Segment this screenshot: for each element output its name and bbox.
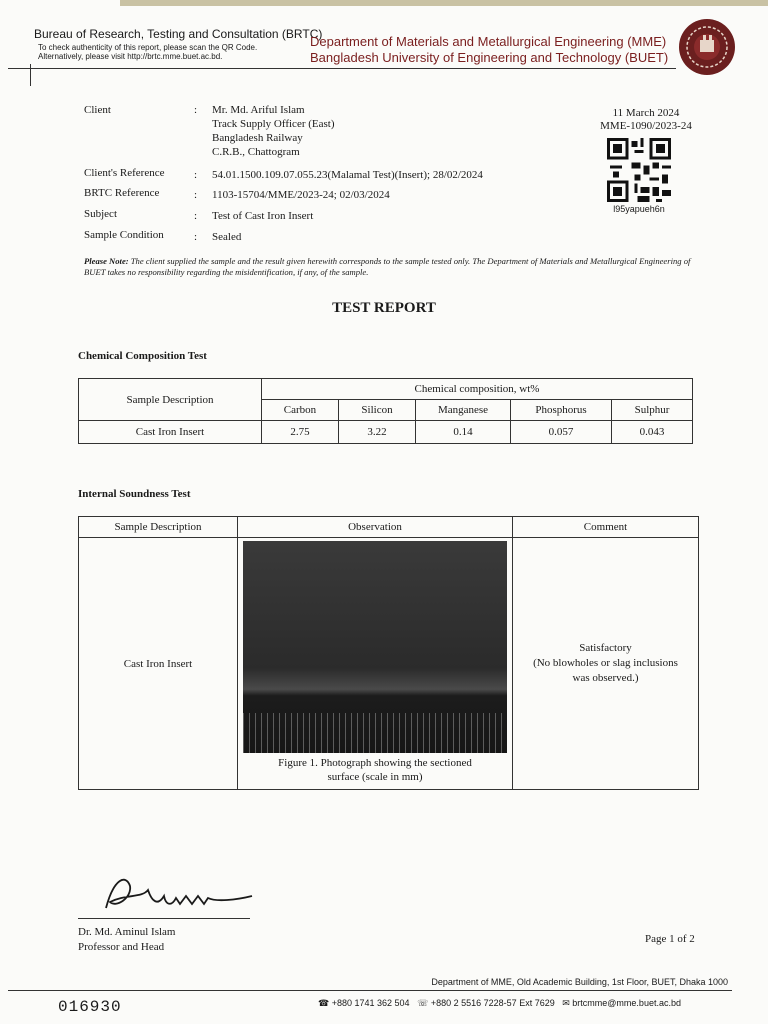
- value-cell: 0.14: [416, 421, 511, 444]
- qr-verification-code: l95yapueh6n: [613, 204, 665, 214]
- clients-reference-label: Client's Reference: [84, 167, 165, 179]
- figure-caption-line: surface (scale in mm): [327, 771, 423, 783]
- colon: :: [194, 210, 198, 222]
- client-line: Mr. Md. Ariful Islam: [212, 104, 305, 116]
- client-value: [212, 103, 335, 159]
- brtc-title: Bureau of Research, Testing and Consultation (BRTC): [34, 27, 323, 41]
- note-label: Please Note:: [84, 256, 129, 266]
- mm-scale-ruler: [243, 713, 507, 753]
- figure-caption-line: Figure 1. Photograph showing the sectioned: [278, 757, 472, 769]
- subject-value: Test of Cast Iron Insert: [212, 210, 314, 222]
- clients-reference-value: 54.01.1500.109.07.055.23(Malamal Test)(Insert); 28/02/2024: [212, 169, 483, 181]
- report-title: TEST REPORT: [332, 300, 436, 316]
- mobile-number: +880 1741 362 504: [331, 998, 410, 1008]
- footer-contacts: [318, 998, 681, 1009]
- value-cell: 0.043: [612, 421, 693, 444]
- report-date: 11 March 2024: [612, 107, 680, 119]
- element-header: Silicon: [339, 400, 416, 421]
- header-tick: [30, 64, 31, 86]
- signatory-name: Dr. Md. Aminul Islam: [78, 926, 176, 938]
- signature-rule: [78, 918, 250, 919]
- brtc-reference-label: BRTC Reference: [84, 187, 160, 199]
- header-rule: [8, 68, 676, 69]
- chemical-section-heading: Chemical Composition Test: [78, 350, 207, 362]
- client-line: C.R.B., Chattogram: [212, 146, 300, 158]
- buet-logo-icon: [678, 18, 736, 76]
- signatory-title: Professor and Head: [78, 941, 165, 953]
- email-address: brtcmme@mme.buet.ac.bd: [572, 998, 681, 1008]
- value-cell: 3.22: [339, 421, 416, 444]
- colon: :: [194, 231, 198, 243]
- disclaimer-note: [84, 256, 704, 278]
- sample-condition-label: Sample Condition: [84, 229, 164, 241]
- soundness-section-heading: Internal Soundness Test: [78, 488, 191, 500]
- sample-name-cell: Cast Iron Insert: [79, 421, 262, 444]
- department-line-1: Department of Materials and Metallurgical Engineering (MME): [310, 34, 667, 49]
- element-header: Carbon: [262, 400, 339, 421]
- colon: :: [194, 189, 198, 201]
- report-reference-number: MME-1090/2023-24: [600, 120, 692, 132]
- telephone-icon: ☏: [417, 998, 429, 1008]
- top-edge-strip: [120, 0, 768, 6]
- chemical-composition-table: [78, 378, 693, 444]
- brtc-line-2: Alternatively, please visit http://brtc.mme.buet.ac.bd.: [38, 52, 223, 61]
- colon: :: [194, 169, 198, 181]
- comment-verdict: Satisfactory: [579, 642, 632, 654]
- value-cell: 2.75: [262, 421, 339, 444]
- brtc-reference-value: 1103-15704/MME/2023-24; 02/03/2024: [212, 189, 390, 201]
- qr-code-icon[interactable]: [606, 138, 672, 202]
- department-line-2: Bangladesh University of Engineering and Technology (BUET): [310, 50, 669, 65]
- observation-header: Observation: [238, 517, 513, 538]
- brtc-line-1: To check authenticity of this report, please scan the QR Code.: [38, 43, 258, 52]
- sample-description-header: Sample Description: [79, 517, 238, 538]
- page-number: Page 1 of 2: [645, 933, 695, 945]
- comment-detail: was observed.): [572, 672, 639, 684]
- brtc-instructions: [38, 43, 257, 61]
- value-cell: 0.057: [511, 421, 612, 444]
- serial-number: 016930: [58, 998, 122, 1016]
- footer-rule: [8, 990, 732, 991]
- table-row: [79, 421, 693, 444]
- client-line: Bangladesh Railway: [212, 132, 303, 144]
- subject-label: Subject: [84, 208, 117, 220]
- sample-description-header: Sample Description: [79, 379, 262, 421]
- comment-header: Comment: [513, 517, 699, 538]
- email-icon: ✉: [562, 998, 570, 1008]
- department-heading: [310, 34, 668, 66]
- sample-name-cell: Cast Iron Insert: [79, 538, 238, 790]
- colon: :: [194, 104, 198, 116]
- note-text: The client supplied the sample and the result given herewith corresponds to the sample tested only. The Department of Materials and Metallurgical Engineering of BUET takes no responsibility regarding the misidentification, if any, of the sample.: [84, 256, 691, 277]
- comment-detail: (No blowholes or slag inclusions: [533, 657, 678, 669]
- client-label: Client: [84, 104, 111, 116]
- comment-cell: [513, 538, 699, 790]
- client-line: Track Supply Officer (East): [212, 118, 335, 130]
- element-header: Phosphorus: [511, 400, 612, 421]
- element-header: Sulphur: [612, 400, 693, 421]
- signature-image: [96, 868, 256, 920]
- composition-group-header: Chemical composition, wt%: [262, 379, 693, 400]
- element-header: Manganese: [416, 400, 511, 421]
- footer-address: Department of MME, Old Academic Building, 1st Floor, BUET, Dhaka 1000: [431, 977, 728, 987]
- phone-icon: ☎: [318, 998, 330, 1008]
- telephone-number: +880 2 5516 7228-57 Ext 7629: [430, 998, 555, 1008]
- sample-condition-value: Sealed: [212, 231, 242, 243]
